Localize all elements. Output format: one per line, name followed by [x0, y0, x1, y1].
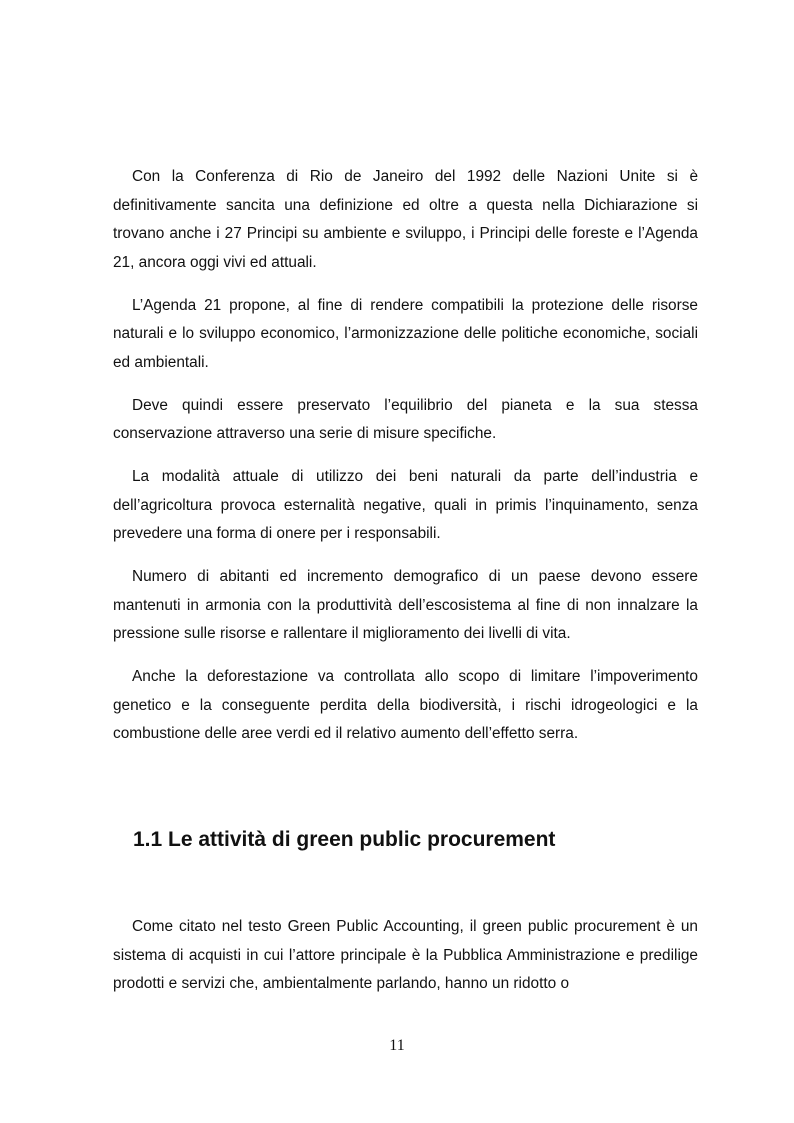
section-text	[113, 913, 698, 1013]
paragraph-green-procurement: Come citato nel testo Green Public Accounting, il green public procurement è un sistema di acquisti in cui l’attore principale è la Pubblica Amministrazione e predilige prodotti e servizi che, ambientalmente parlando, hanno un ridotto o	[113, 918, 698, 992]
paragraph-planet-equilibrium: Deve quindi essere preservato l’equilibrio del pianeta e la sua stessa conservazione attraverso una serie di misure specifiche.	[113, 396, 698, 442]
intro-text	[113, 163, 698, 763]
paragraph-deforestation: Anche la deforestazione va controllata allo scopo di limitare l’impoverimento genetico e la conseguente perdita della biodiversità, i rischi idrogeologici e la combustione delle aree verdi ed il relativo aumento dell’effetto serra.	[113, 668, 698, 742]
paragraph-agenda-21: L’Agenda 21 propone, al fine di rendere compatibili la protezione delle risorse naturali e lo sviluppo economico, l’armonizzazione delle politiche economiche, sociali ed ambientali.	[113, 296, 698, 371]
paragraph-demography: Numero di abitanti ed incremento demografico di un paese devono essere mantenuti in armonia con la produttività dell’escosistema al fine di non innalzare la pressione sulle risorse e rallentare il miglioramento dei livelli di vita.	[113, 568, 698, 642]
section-heading: 1.1 Le attività di green public procurement	[133, 828, 556, 851]
paragraph-rio-conference: Con la Conferenza di Rio de Janeiro del 1992 delle Nazioni Unite si è definitivamente sancita una definizione ed oltre a questa nella Dichiarazione si trovano anche i 27 Principi su ambiente e sviluppo, i Principi delle foreste e l’Agenda 21, ancora oggi vivi ed attuali.	[113, 168, 698, 271]
paragraph-natural-goods: La modalità attuale di utilizzo dei beni naturali da parte dell’industria e dell’agricoltura provoca esternalità negative, quali in primis l’inquinamento, senza prevedere una forma di onere per i responsabili.	[113, 468, 698, 542]
page-number: 11	[389, 1037, 405, 1054]
